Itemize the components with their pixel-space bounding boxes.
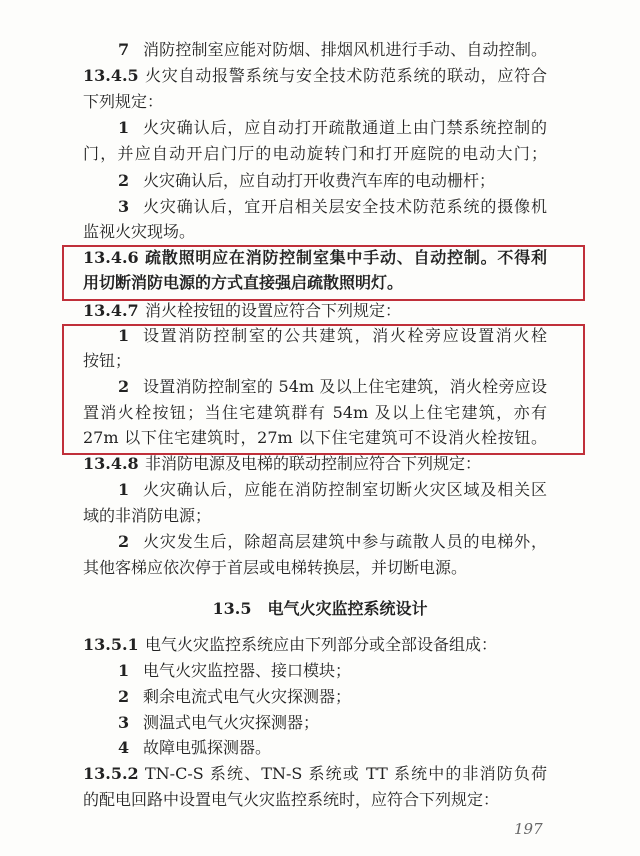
line-text: 电气火灾监控系统应由下列部分或全部设备组成： — [145, 635, 498, 654]
item-line — [83, 196, 547, 218]
item-number: 1 — [118, 326, 130, 345]
clause-line — [83, 247, 547, 269]
line-text: 测温式电气火灾探测器； — [143, 713, 320, 732]
line-text: 剩余电流式电气火灾探测器； — [143, 687, 352, 706]
item-number: 2 — [118, 171, 130, 190]
clause-number: 13.5.1 — [83, 635, 139, 654]
text-line — [83, 221, 547, 243]
text-line — [83, 272, 547, 294]
line-text: 下列规定： — [83, 92, 164, 111]
text-line — [83, 789, 547, 811]
line-text: 疏散照明应在消防控制室集中手动、自动控制。不得利 — [145, 248, 547, 267]
clause-line — [83, 453, 547, 475]
line-text: 火灾确认后，宜开启相关层安全技术防范系统的摄像机 — [143, 197, 547, 216]
item-line — [83, 660, 547, 682]
clause-number: 13.4.5 — [83, 66, 139, 85]
clause-line — [83, 300, 547, 322]
line-text: 用切断消防电源的方式直接强启疏散照明灯。 — [83, 273, 404, 292]
line-text: 消防控制室应能对防烟、排烟风机进行手动、自动控制。 — [143, 40, 547, 59]
text-line — [83, 91, 547, 113]
item-number: 7 — [118, 40, 130, 59]
line-text: 消火栓按钮的设置应符合下列规定： — [145, 301, 402, 320]
line-text: 电气火灾监控器、接口模块； — [143, 661, 352, 680]
item-line — [83, 712, 547, 734]
clause-number: 13.4.8 — [83, 454, 139, 473]
item-number: 3 — [118, 713, 130, 732]
item-line — [83, 479, 547, 501]
item-line — [83, 686, 547, 708]
line-text: 监视火灾现场。 — [83, 222, 196, 241]
item-number: 4 — [118, 738, 130, 757]
clause-line — [83, 763, 547, 785]
item-line — [83, 376, 547, 398]
line-text: 火灾确认后，应自动打开收费汽车库的电动栅杆； — [143, 171, 496, 190]
item-number: 1 — [118, 661, 130, 680]
item-line — [83, 737, 547, 759]
item-line — [83, 117, 547, 139]
item-line — [83, 39, 547, 61]
line-text: 域的非消防电源； — [83, 506, 212, 525]
text-line — [83, 427, 547, 449]
item-number: 2 — [118, 532, 130, 551]
line-text: 置消火栓按钮；当住宅建筑群有 54m 及以上住宅建筑，亦有 — [83, 403, 547, 422]
page-number: 197 — [514, 820, 543, 838]
clause-line — [83, 634, 547, 656]
line-text: 设置消防控制室的公共建筑，消火栓旁应设置消火栓 — [143, 326, 547, 345]
item-line — [83, 325, 547, 347]
line-text: 火灾确认后，应自动打开疏散通道上由门禁系统控制的 — [143, 118, 547, 137]
clause-number: 13.5.2 — [83, 764, 139, 783]
text-line — [83, 557, 547, 579]
item-line — [83, 531, 547, 553]
line-text: 故障电弧探测器。 — [143, 738, 272, 757]
line-text: 其他客梯应依次停于首层或电梯转换层，并切断电源。 — [83, 558, 468, 577]
line-text: TN-C-S 系统、TN-S 系统或 TT 系统中的非消防负荷 — [145, 764, 547, 783]
item-number: 2 — [118, 687, 130, 706]
line-text: 27m 以下住宅建筑时，27m 以下住宅建筑可不设消火栓按钮。 — [83, 428, 547, 447]
line-text: 火灾发生后，除超高层建筑中参与疏散人员的电梯外， — [143, 532, 547, 551]
text-line — [83, 143, 547, 165]
item-number: 2 — [118, 377, 130, 396]
text-line — [83, 350, 547, 372]
clause-line — [83, 65, 547, 87]
section-heading: 13.5 电气火灾监控系统设计 — [212, 599, 428, 618]
line-text: 按钮； — [83, 351, 132, 370]
item-line — [83, 170, 547, 192]
clause-number: 13.4.6 — [83, 248, 139, 267]
line-text: 火灾确认后，应能在消防控制室切断火灾区域及相关区 — [143, 480, 547, 499]
clause-number: 13.4.7 — [83, 301, 139, 320]
item-number: 1 — [118, 480, 130, 499]
line-text: 的配电回路中设置电气火灾监控系统时，应符合下列规定： — [83, 790, 500, 809]
text-line — [83, 402, 547, 424]
item-number: 1 — [118, 118, 130, 137]
line-text: 火灾自动报警系统与安全技术防范系统的联动，应符合 — [145, 66, 547, 85]
line-text: 设置消防控制室的 54m 及以上住宅建筑，消火栓旁应设 — [143, 377, 547, 396]
line-text: 门，并应自动开启门厅的电动旋转门和打开庭院的电动大门； — [83, 144, 547, 163]
item-number: 3 — [118, 197, 130, 216]
text-line — [83, 505, 547, 527]
line-text: 非消防电源及电梯的联动控制应符合下列规定： — [145, 454, 482, 473]
